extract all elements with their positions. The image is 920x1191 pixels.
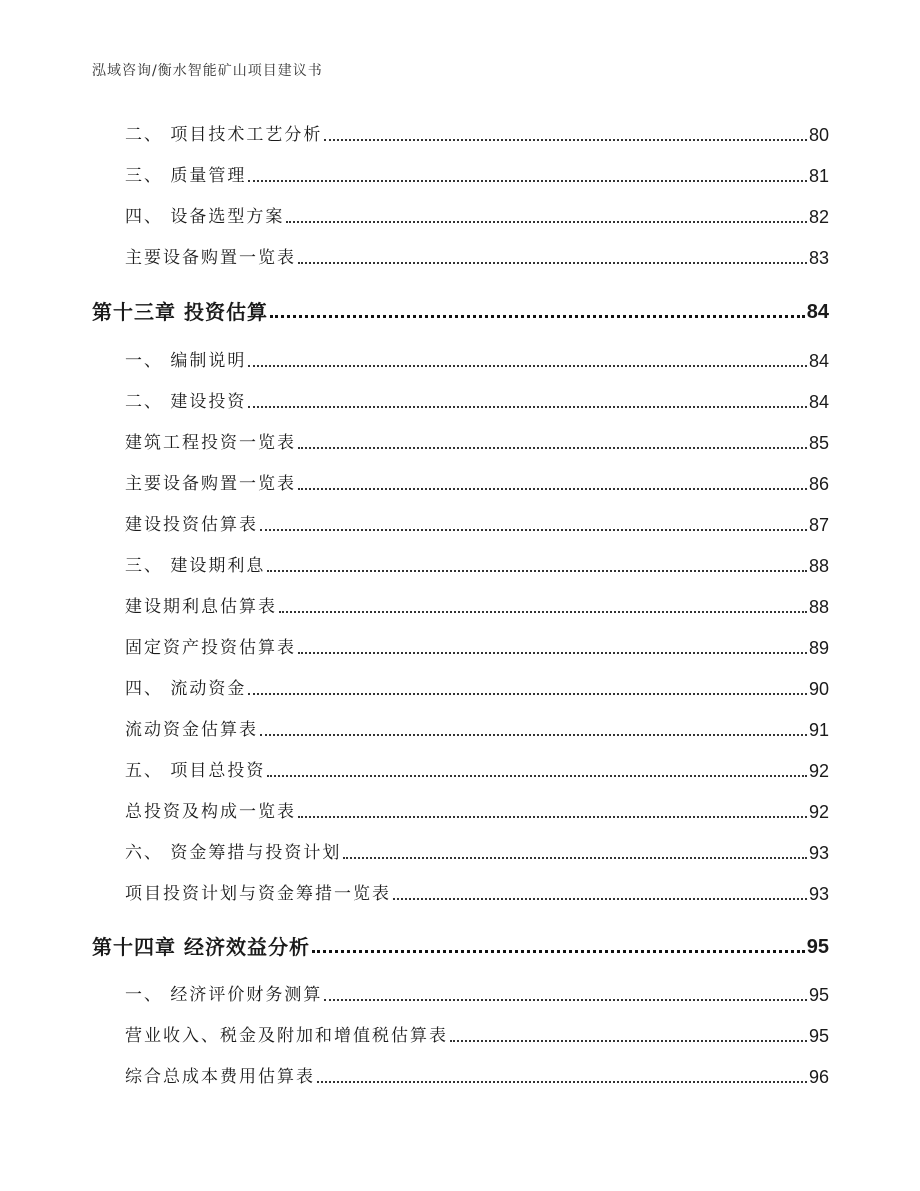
toc-leader-dots xyxy=(248,365,807,367)
toc-entry[interactable] xyxy=(125,426,829,454)
toc-entry-title: 二、 项目技术工艺分析 xyxy=(125,125,323,145)
toc-entry-page: 96 xyxy=(808,1067,829,1087)
toc-entry[interactable] xyxy=(125,344,829,372)
toc-entry-title: 固定资产投资估算表 xyxy=(125,638,296,658)
toc-leader-dots xyxy=(260,734,807,736)
toc-entry[interactable] xyxy=(125,1060,829,1088)
toc-entry-page: 91 xyxy=(808,720,829,740)
toc-chapter-entry[interactable] xyxy=(92,925,829,959)
toc-chapter-title: 第十四章 经济效益分析 xyxy=(92,935,310,959)
toc-entry-page: 85 xyxy=(808,433,829,453)
toc-entry[interactable] xyxy=(125,549,829,577)
toc-entry[interactable] xyxy=(125,200,829,228)
toc-leader-dots xyxy=(248,693,807,695)
toc-entry[interactable] xyxy=(125,385,829,413)
toc-leader-dots xyxy=(267,570,807,572)
toc-entry[interactable] xyxy=(125,713,829,741)
toc-entry-page: 88 xyxy=(808,597,829,617)
toc-entry-page: 90 xyxy=(808,679,829,699)
toc-chapter-entry[interactable] xyxy=(92,290,829,324)
toc-entry-page: 82 xyxy=(808,207,829,227)
toc-entry-page: 92 xyxy=(808,761,829,781)
toc-entry-page: 89 xyxy=(808,638,829,658)
toc-entry[interactable] xyxy=(125,508,829,536)
toc-entry[interactable] xyxy=(125,467,829,495)
toc-entry-title: 四、 流动资金 xyxy=(125,679,247,699)
toc-entry-page: 88 xyxy=(808,556,829,576)
toc-entry-page: 86 xyxy=(808,474,829,494)
toc-leader-dots xyxy=(393,898,807,900)
toc-leader-dots xyxy=(298,652,807,654)
toc-entry-title: 五、 项目总投资 xyxy=(125,761,266,781)
toc-entry-page: 87 xyxy=(808,515,829,535)
toc-entry-title: 六、 资金筹措与投资计划 xyxy=(125,843,342,863)
toc-leader-dots xyxy=(298,447,807,449)
toc-entry-page: 80 xyxy=(808,125,829,145)
toc-leader-dots xyxy=(324,139,807,141)
toc-entry-title: 项目投资计划与资金筹措一览表 xyxy=(125,884,391,904)
toc-entry[interactable] xyxy=(125,978,829,1006)
toc-entry-title: 三、 建设期利息 xyxy=(125,556,266,576)
toc-leader-dots xyxy=(298,816,807,818)
toc-entry-title: 三、 质量管理 xyxy=(125,166,247,186)
toc-entry-page: 81 xyxy=(808,166,829,186)
page-header: 泓域咨询/衡水智能矿山项目建议书 xyxy=(92,63,323,79)
toc-entry[interactable] xyxy=(125,672,829,700)
toc-leader-dots xyxy=(260,529,807,531)
toc-entry-title: 建设期利息估算表 xyxy=(125,597,277,617)
toc-leader-dots xyxy=(298,262,807,264)
toc-entry-title: 建筑工程投资一览表 xyxy=(125,433,296,453)
toc-entry-page: 84 xyxy=(808,351,829,371)
toc-leader-dots xyxy=(312,950,805,953)
toc-leader-dots xyxy=(317,1081,807,1083)
toc-entry[interactable] xyxy=(125,877,829,905)
toc-entry[interactable] xyxy=(125,241,829,269)
toc-entry[interactable] xyxy=(125,159,829,187)
toc-entry[interactable] xyxy=(125,795,829,823)
toc-entry-page: 95 xyxy=(808,985,829,1005)
toc-entry-page: 93 xyxy=(808,843,829,863)
toc-entry-title: 建设投资估算表 xyxy=(125,515,258,535)
toc-chapter-page: 95 xyxy=(806,936,829,958)
toc-entry-page: 83 xyxy=(808,248,829,268)
toc-entry-title: 主要设备购置一览表 xyxy=(125,248,296,268)
toc-entry-page: 93 xyxy=(808,884,829,904)
toc-entry[interactable] xyxy=(125,754,829,782)
toc-leader-dots xyxy=(248,406,807,408)
toc-entry-page: 95 xyxy=(808,1026,829,1046)
toc-leader-dots xyxy=(298,488,807,490)
toc-entry-title: 一、 编制说明 xyxy=(125,351,247,371)
toc-leader-dots xyxy=(286,221,807,223)
toc-entry-title: 二、 建设投资 xyxy=(125,392,247,412)
toc-entry[interactable] xyxy=(125,590,829,618)
toc-entry-page: 84 xyxy=(808,392,829,412)
toc-entry-title: 一、 经济评价财务测算 xyxy=(125,985,323,1005)
toc-entry-page: 92 xyxy=(808,802,829,822)
toc-entry[interactable] xyxy=(125,118,829,146)
toc-leader-dots xyxy=(450,1040,807,1042)
toc-leader-dots xyxy=(270,315,805,318)
toc-leader-dots xyxy=(267,775,807,777)
toc-entry-title: 营业收入、税金及附加和增值税估算表 xyxy=(125,1026,448,1046)
toc-entry[interactable] xyxy=(125,1019,829,1047)
header-rule xyxy=(90,90,830,91)
toc-entry-title: 综合总成本费用估算表 xyxy=(125,1067,315,1087)
toc-leader-dots xyxy=(248,180,807,182)
toc-chapter-title: 第十三章 投资估算 xyxy=(92,300,268,324)
toc-entry-title: 主要设备购置一览表 xyxy=(125,474,296,494)
toc-leader-dots xyxy=(279,611,807,613)
toc-entry[interactable] xyxy=(125,631,829,659)
toc-leader-dots xyxy=(324,999,807,1001)
toc-chapter-page: 84 xyxy=(806,301,829,323)
toc-entry[interactable] xyxy=(125,836,829,864)
toc-entry-title: 四、 设备选型方案 xyxy=(125,207,285,227)
toc-entry-title: 流动资金估算表 xyxy=(125,720,258,740)
toc-leader-dots xyxy=(343,857,807,859)
toc-entry-title: 总投资及构成一览表 xyxy=(125,802,296,822)
